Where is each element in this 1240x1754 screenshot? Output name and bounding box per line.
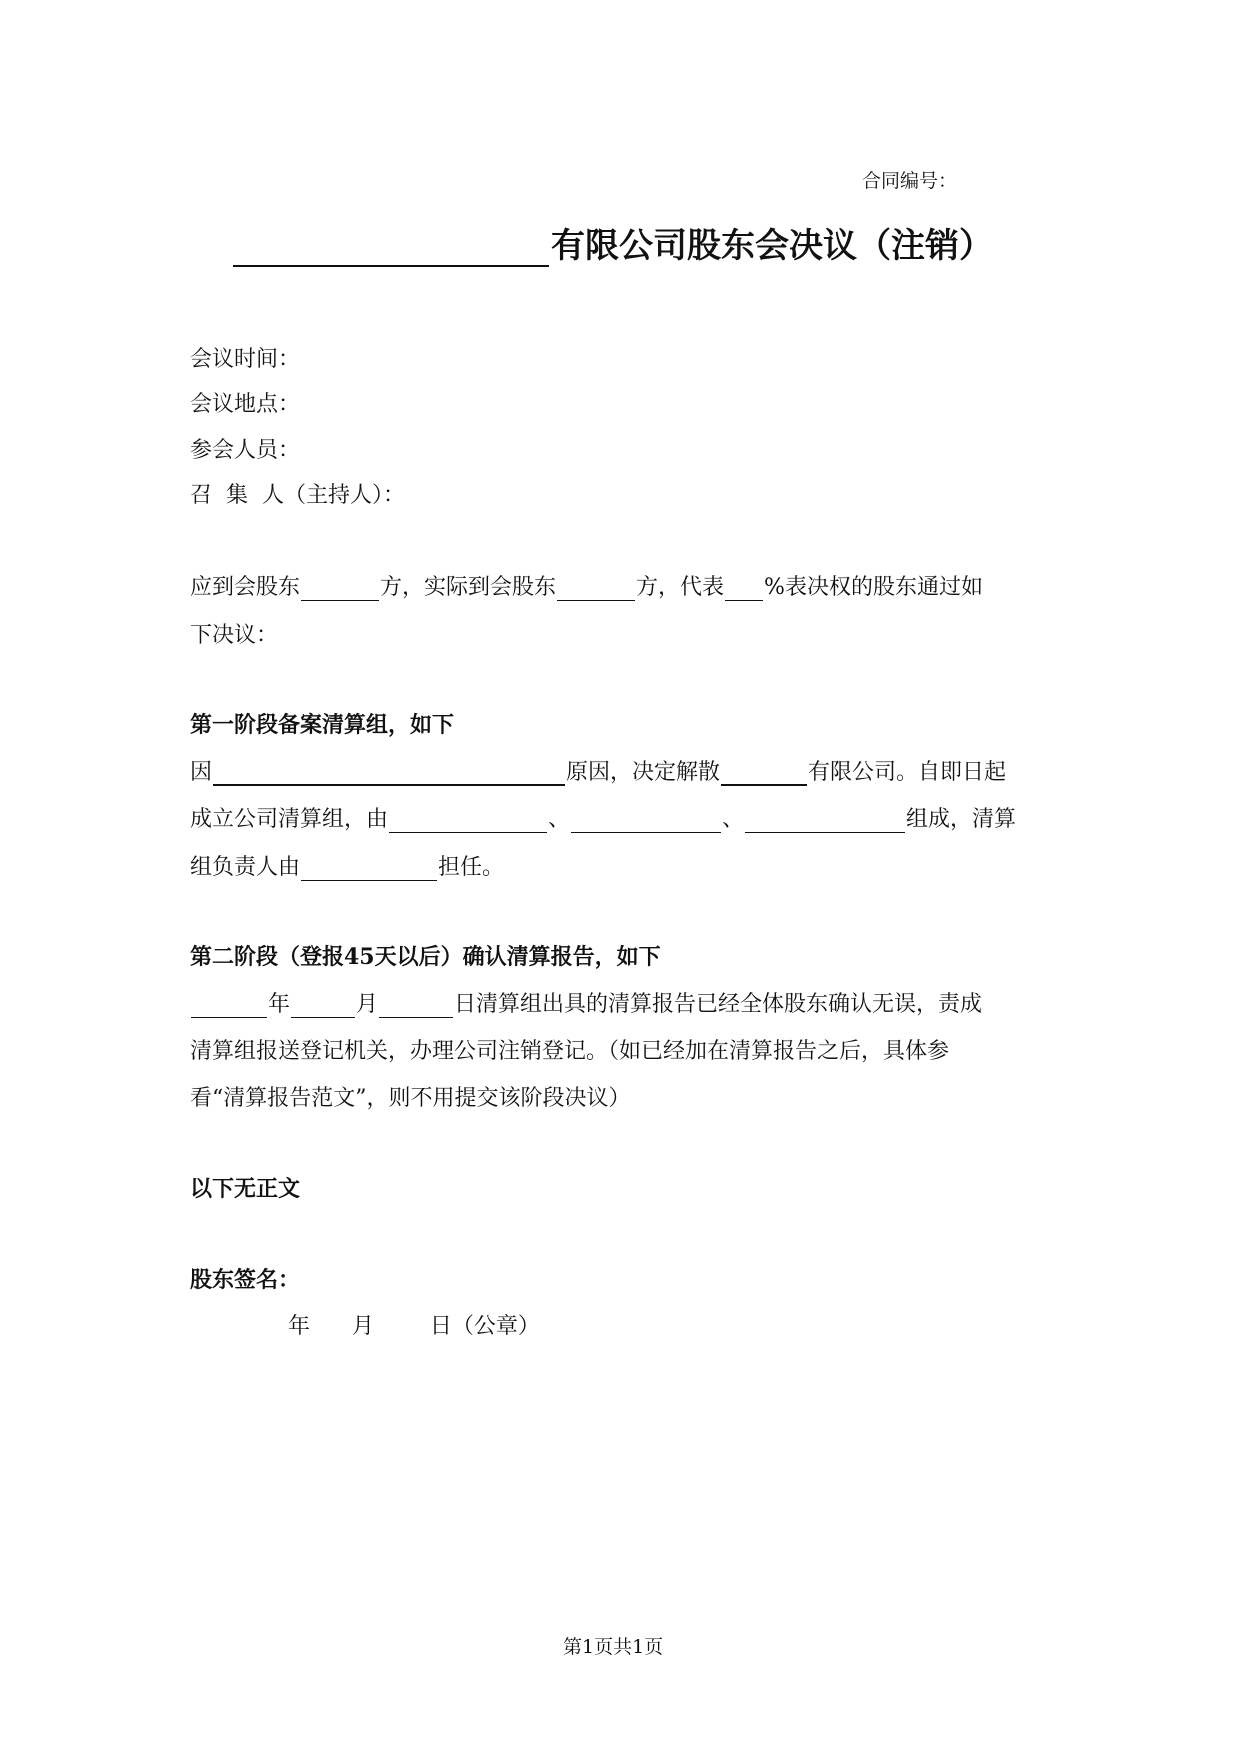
stage1-text-3: 有限公司。自即日起 <box>808 760 1007 785</box>
stage1-text-2: 原因，决定解散 <box>566 760 721 785</box>
stage2-line-2: 清算组报送登记机关，办理公司注销登记。（如已经加在清算报告之后，具体参 <box>190 1039 950 1064</box>
contract-number-label: 合同编号： <box>862 170 958 192</box>
signature-date-line: 年 月 日（公章） <box>288 1314 540 1339</box>
meeting-time-label: 会议时间： <box>190 347 301 372</box>
actual-shareholders-blank[interactable] <box>557 576 635 601</box>
stage1-heading: 第一阶段备案清算组，如下 <box>190 712 455 738</box>
voting-percentage-blank[interactable] <box>725 576 763 601</box>
report-day-blank[interactable] <box>379 993 453 1018</box>
stage2-line-1 <box>190 987 982 1018</box>
attendance-line-2: 下决议： <box>190 623 279 648</box>
liquidation-leader-blank[interactable] <box>301 856 437 881</box>
month-text: 月 <box>356 992 379 1017</box>
stage1-text-6: 组负责人由 <box>190 855 301 880</box>
report-year-blank[interactable] <box>191 993 267 1018</box>
stage2-text-1: 日清算组出具的清算报告已经全体股东确认无误，责成 <box>454 992 983 1017</box>
attendance-text-3: 方，代表 <box>636 575 725 600</box>
separator-2: 、 <box>722 807 745 832</box>
no-more-text-label: 以下无正文 <box>190 1176 301 1202</box>
stage1-line-1 <box>190 755 1006 786</box>
stage2-heading: 第二阶段（登报45天以后）确认清算报告，如下 <box>190 944 661 970</box>
liquidation-member-3-blank[interactable] <box>745 808 905 833</box>
page-footer: 第1页共1页 <box>563 1636 664 1658</box>
title-text: 有限公司股东会决议（注销） <box>551 226 993 266</box>
signature-label: 股东签名： <box>190 1267 301 1293</box>
report-month-blank[interactable] <box>291 993 355 1018</box>
stage1-text-5: 组成，清算 <box>906 807 1017 832</box>
stage1-line-2 <box>190 802 1016 833</box>
separator-1: 、 <box>548 807 571 832</box>
year-text: 年 <box>268 992 291 1017</box>
attendees-label: 参会人员： <box>190 438 301 463</box>
meeting-place-label: 会议地点： <box>190 392 301 417</box>
convener-label: 召 集 人（主持人）： <box>190 483 405 508</box>
stage1-line-3 <box>190 850 504 881</box>
liquidation-member-2-blank[interactable] <box>571 808 721 833</box>
dissolved-company-blank[interactable] <box>721 760 807 786</box>
attendance-line-1 <box>190 570 983 601</box>
required-shareholders-blank[interactable] <box>301 576 379 601</box>
dissolution-reason-blank[interactable] <box>213 760 565 786</box>
stage1-text-1: 因 <box>190 760 213 785</box>
stage1-text-4: 成立公司清算组，由 <box>190 807 389 832</box>
stage2-line-3: 看“清算报告范文”，则不用提交该阶段决议） <box>190 1086 631 1111</box>
document-title <box>233 218 993 267</box>
liquidation-member-1-blank[interactable] <box>389 808 547 833</box>
company-name-blank[interactable] <box>233 229 549 267</box>
attendance-text-1: 应到会股东 <box>190 575 301 600</box>
attendance-text-2: 方，实际到会股东 <box>380 575 557 600</box>
stage1-text-7: 担任。 <box>438 855 505 880</box>
attendance-text-4: %表决权的股东通过如 <box>764 575 983 600</box>
